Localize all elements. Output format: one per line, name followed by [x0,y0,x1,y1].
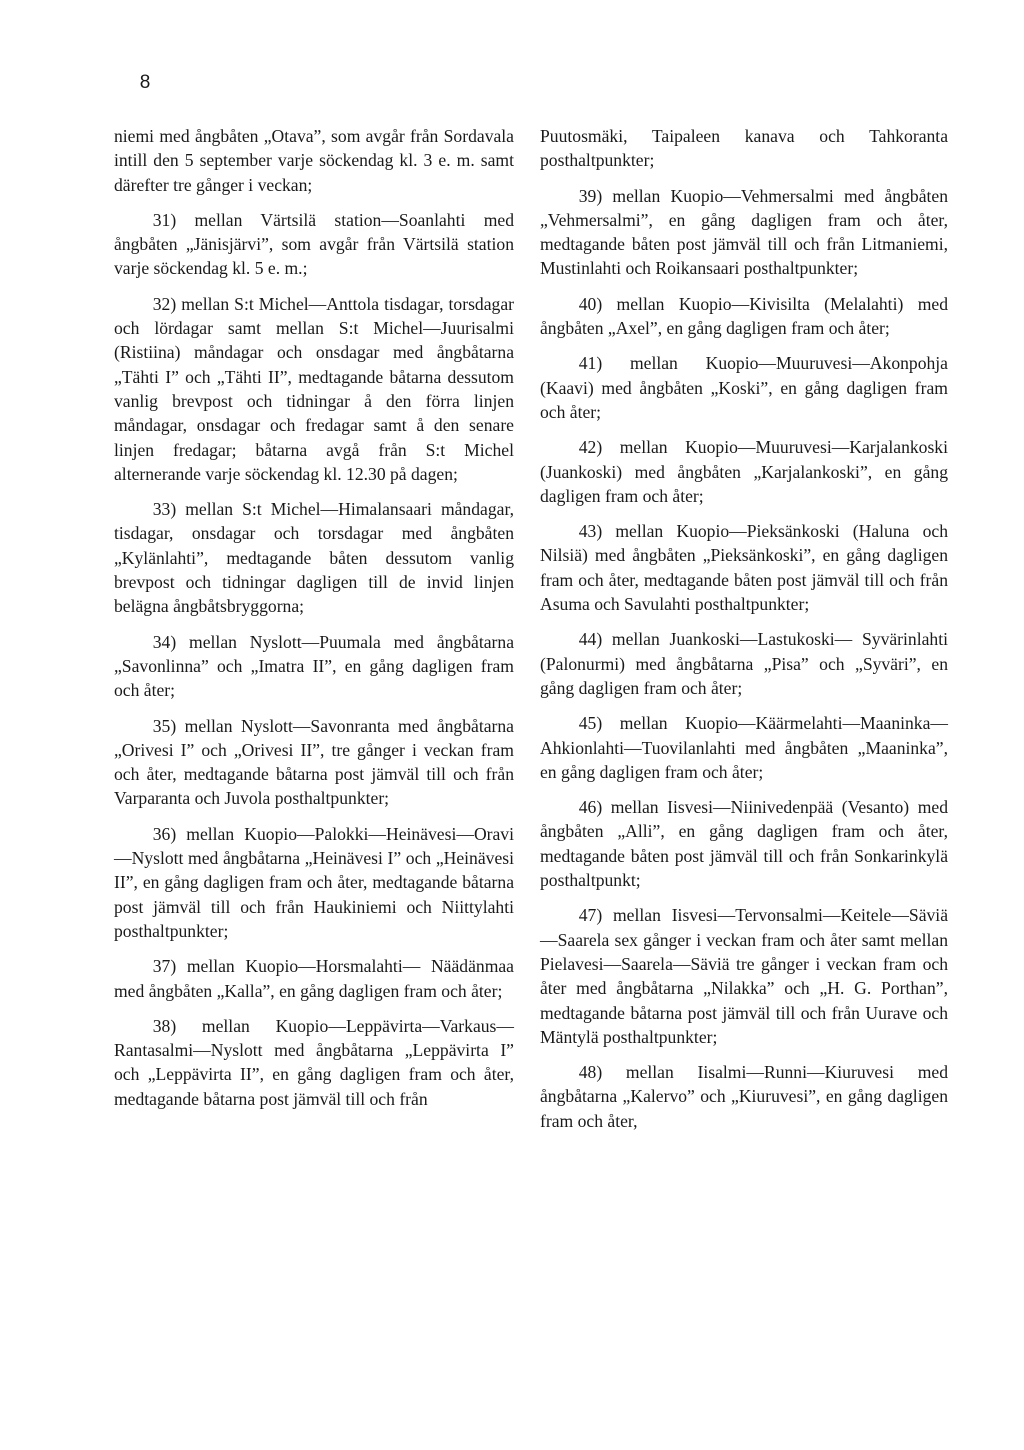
paragraph: 34) mellan Nyslott—Puumala med ångbåtarna „Savonlinna” och „Imatra II”, en gång dagligen fram och åter; [114,631,514,701]
paragraph: 37) mellan Kuopio—Horsmalahti— Näädänmaa med ångbåten „Kalla”, en gång dagligen fram och åter; [114,956,514,1001]
paragraph: 38) mellan Kuopio—Leppävirta—Varkaus—Rantasalmi—Nyslott med ångbåtarna „Leppävirta I” och „Leppävirta II”, en gång dagligen fram och åter, medtagande båtarna post jämväl till och från [114,1015,514,1109]
paragraph: niemi med ångbåten „Otava”, som avgår från Sordavala intill den 5 september varje söckendag kl. 3 e. m. samt därefter tre gånger i veckan; [114,126,514,195]
paragraph: 31) mellan Värtsilä station—Soanlahti med ångbåten „Jänisjärvi”, som avgår från Värtsilä station varje söckendag kl. 5 e. m.; [114,209,514,279]
paragraph: 39) mellan Kuopio—Vehmersalmi med ångbåten „Vehmersalmi”, en gång dagligen fram och åter, medtagande båten post jämväl till och från Litmaniemi, Mustinlahti och Roikansaari posthaltpunkter; [540,185,948,279]
page-number: 8 [139,72,151,93]
paragraph: 45) mellan Kuopio—Käärmelahti—Maaninka—Ahkionlahti—Tuovilanlahti med ångbåten „Maaninka”, en gång dagligen fram och åter; [540,713,948,782]
paragraph: 32) mellan S:t Michel—Anttola tisdagar, torsdagar och lördagar samt mellan S:t Michel—Juurisalmi (Ristiina) måndagar och onsdagar med ångbåtarna „Tähti I” och „Tähti II”, medtagande båtarna dessutom vanlig brevpost och tidningar å den förra linjen måndagar, onsdagar och fredagar samt å den senare linjen fredagar; båtarna avgå från S:t Michel alternerande varje söckendag kl. 12.30 på dagen; [114,293,514,484]
paragraph: 47) mellan Iisvesi—Tervonsalmi—Keitele—Säviä—Saarela sex gånger i veckan fram och åter samt mellan Pielavesi—Saarela—Säviä tre gånger i veckan fram och åter med ångbåtarna „Nilakka” och „H. G. Porthan”, medtagande båtarna post jämväl till och från Uurave och Mäntylä posthaltpunkter; [540,905,948,1047]
paragraph: Puutosmäki, Taipaleen kanava och Tahkoranta posthaltpunkter; [540,126,948,171]
paragraph: 42) mellan Kuopio—Muuruvesi—Karjalankoski (Juankoski) med ångbåten „Karjalankoski”, en gång dagligen fram och åter; [540,437,948,506]
paragraph: 46) mellan Iisvesi—Niinivedenpää (Vesanto) med ångbåten „Alli”, en gång dagligen fram och åter, medtagande båten post jämväl till och från Sonkarinkylä posthaltpunkt; [540,797,948,891]
paragraph: 41) mellan Kuopio—Muuruvesi—Akonpohja (Kaavi) med ångbåten „Koski”, en gång dagligen fram och åter; [540,353,948,422]
paragraph: 44) mellan Juankoski—Lastukoski— Syvärinlahti (Palonurmi) med ångbåtarna „Pisa” och „Syväri”, en gång dagligen fram och åter; [540,629,948,698]
right-column [540,124,948,1144]
left-column [114,124,514,1122]
paragraph: 43) mellan Kuopio—Pieksänkoski (Haluna och Nilsiä) med ångbåten „Pieksänkoski”, en gång dagligen fram och åter, medtagande båten post jämväl till och från Asuma och Savulahti posthaltpunkter; [540,521,948,615]
paragraph: 33) mellan S:t Michel—Himalansaari måndagar, tisdagar, onsdagar och torsdagar med ångbåten „Kylänlahti”, medtagande båten dessutom vanlig brevpost och tidningar dagligen till de invid linjen belägna ångbåtsbryggorna; [114,499,514,617]
paragraph: 40) mellan Kuopio—Kivisilta (Melalahti) med ångbåten „Axel”, en gång dagligen fram och åter; [540,293,948,339]
paragraph: 48) mellan Iisalmi—Runni—Kiuruvesi med ångbåtarna „Kalervo” och „Kiuruvesi”, en gång dagligen fram och åter, [540,1062,948,1131]
paragraph: 35) mellan Nyslott—Savonranta med ångbåtarna „Orivesi I” och „Orivesi II”, tre gånger i veckan fram och åter, medtagande båtarna post jämväl till och från Varparanta och Juvola posthaltpunkter; [114,715,514,809]
paragraph: 36) mellan Kuopio—Palokki—Heinävesi—Oravi—Nyslott med ångbåtarna „Heinävesi I” och „Heinävesi II”, en gång dagligen fram och åter, medtagande båtarna post jämväl till och från Haukiniemi och Niittylahti posthaltpunkter; [114,823,514,941]
